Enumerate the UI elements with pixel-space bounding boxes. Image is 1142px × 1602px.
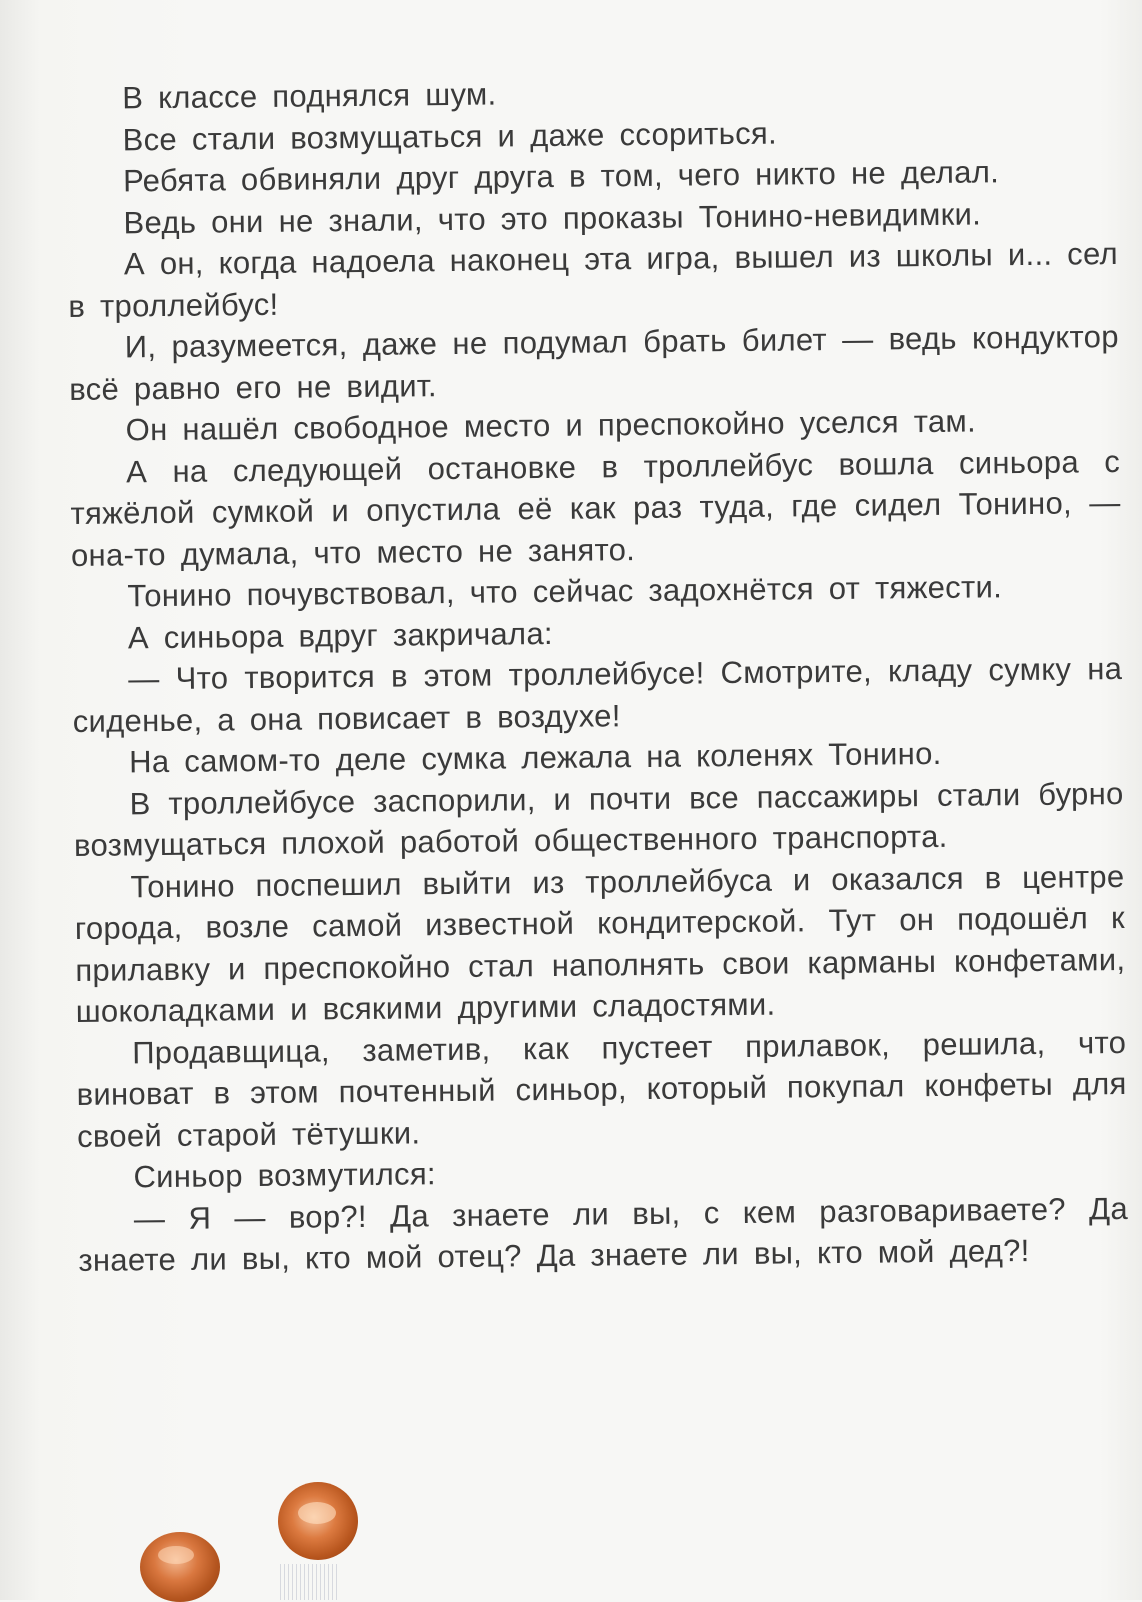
paragraph: Продавщица, заметив, как пустеет прилавок, решила, что виноват в этом почтенный синьор, который покупал конфеты для своей старой тётушки. <box>76 1024 1127 1154</box>
paragraph: В классе поднялся шум. <box>122 76 497 116</box>
paragraph: Синьор возмутился: <box>133 1156 437 1195</box>
paragraph: Тонино почувствовал, что сейчас задохнётся от тяжести. <box>127 569 1003 614</box>
paragraph: Ведь они не знали, что это проказы Тонино-невидимки. <box>123 195 982 240</box>
candy-icon <box>140 1532 220 1602</box>
paragraph: А на следующей остановке в троллейбус вошла синьора с тяжёлой сумкой и опустила её как раз туда, где сидел Тонино, — она-то думала, что место не занято. <box>70 443 1121 573</box>
paragraph: А синьора вдруг закричала: <box>127 615 553 655</box>
paragraph: Тонино поспешил выйти из троллейбуса и оказался в центре города, возле самой известной кондитерской. Тут он подошёл к прилавку и преспокойно стал наполнять свои карманы конфетами, шоколадками и всякими другими сладостями. <box>74 858 1126 1029</box>
paragraph: Он нашёл свободное место и преспокойно уселся там. <box>125 403 977 448</box>
story-text <box>66 67 1129 1281</box>
paragraph: На самом-то деле сумка лежала на коленях Тонино. <box>128 735 942 780</box>
paragraph: И, разумеется, даже не подумал брать билет — ведь кондуктор всё равно его не видит. <box>69 318 1119 407</box>
paragraph: — Я — вор?! Да знаете ли вы, с кем разговариваете? Да знаете ли вы, кто мой отец? Да знаете ли вы, кто мой дед?! <box>78 1190 1129 1278</box>
paragraph: — Что творится в этом троллейбусе! Смотрите, кладу сумку на сиденье, а она повисает в воздухе! <box>72 650 1123 739</box>
candy-illustration <box>120 1480 440 1600</box>
paragraph: В троллейбусе заспорили, и почти все пассажиры стали бурно возмущаться плохой работой общественного транспорта. <box>73 775 1124 863</box>
candy-stand-icon <box>280 1564 340 1600</box>
paragraph: Все стали возмущаться и даже ссориться. <box>122 115 778 157</box>
paragraph: А он, когда надоела наконец эта игра, вышел из школы и... сел в троллейбус! <box>68 235 1119 324</box>
candy-icon <box>278 1482 358 1560</box>
paragraph: Ребята обвиняли друг друга в том, чего никто не делал. <box>122 154 1000 199</box>
